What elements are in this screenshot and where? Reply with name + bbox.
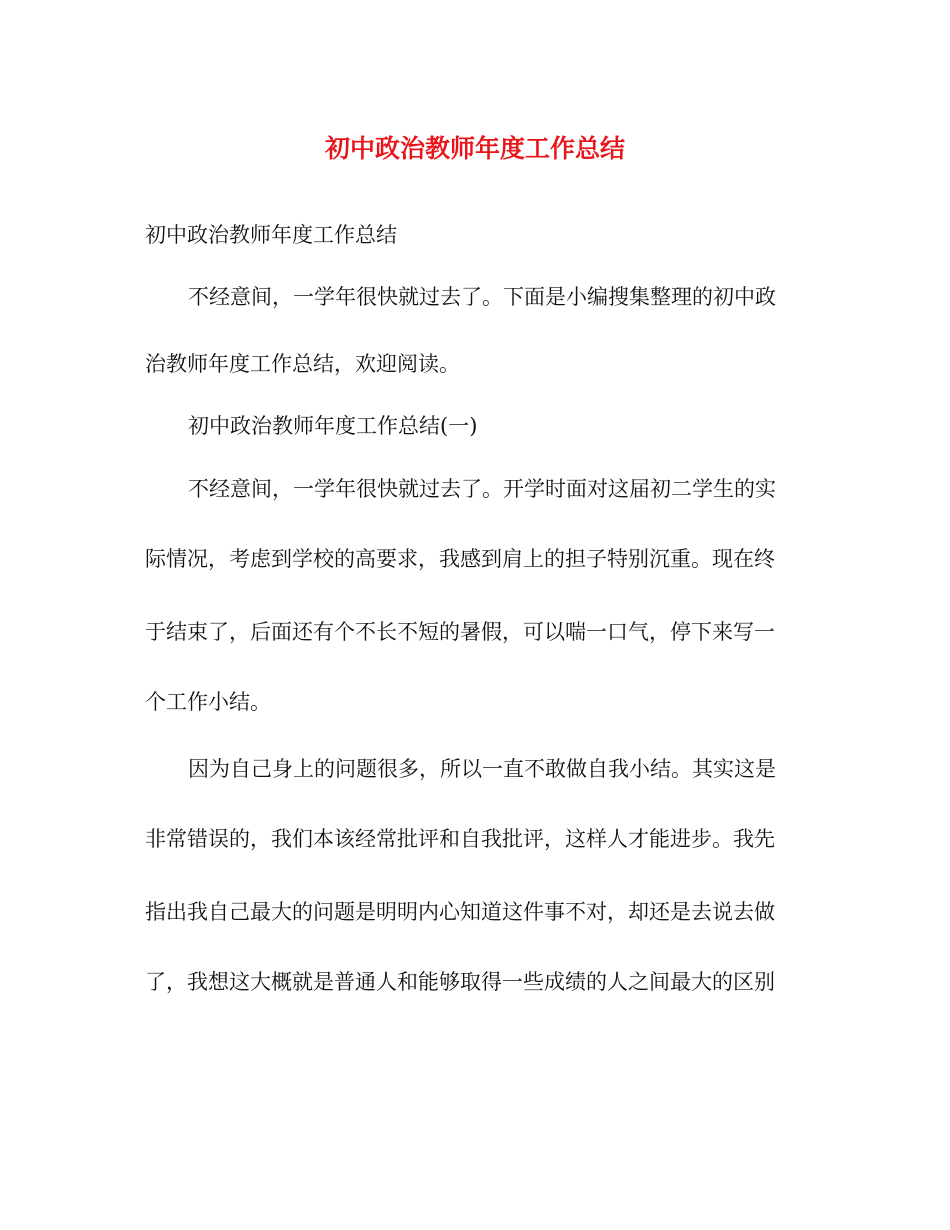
- paragraph-line: 际情况，考虑到学校的高要求，我感到肩上的担子特别沉重。现在终: [145, 547, 775, 571]
- paragraph-line: 个工作小结。: [145, 690, 271, 714]
- section-heading: 初中政治教师年度工作总结: [145, 223, 397, 247]
- paragraph-line: 非常错误的，我们本该经常批评和自我批评，这样人才能进步。我先: [145, 827, 775, 851]
- paragraph-line: 不经意间，一学年很快就过去了。下面是小编搜集整理的初中政: [188, 285, 776, 309]
- paragraph-line: 了，我想这大概就是普通人和能够取得一些成绩的人之间最大的区别: [145, 970, 775, 994]
- paragraph-line: 因为自己身上的问题很多，所以一直不敢做自我小结。其实这是: [188, 757, 776, 781]
- subsection-heading: 初中政治教师年度工作总结(一): [188, 414, 478, 438]
- paragraph-line: 指出我自己最大的问题是明明内心知道这件事不对，却还是去说去做: [145, 900, 775, 924]
- paragraph-line: 不经意间，一学年很快就过去了。开学时面对这届初二学生的实: [188, 477, 776, 501]
- paragraph-line: 治教师年度工作总结，欢迎阅读。: [145, 352, 460, 376]
- document-title: 初中政治教师年度工作总结: [324, 134, 625, 163]
- paragraph-line: 于结束了，后面还有个不长不短的暑假，可以喘一口气，停下来写一: [145, 620, 775, 644]
